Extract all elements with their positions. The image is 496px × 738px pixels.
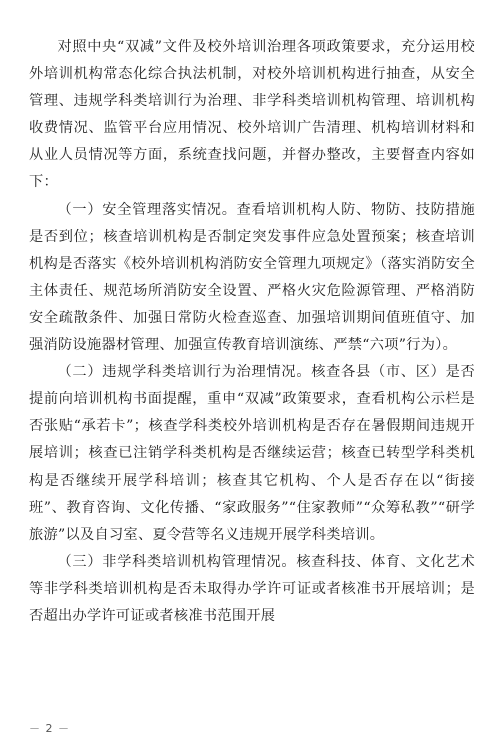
paragraph-non-subject-training-management: （三）非学科类培训机构管理情况。核查科技、体育、文化艺术等非学科类培训机构是否未取得办学许可证或者核准书开展培训；是否超出办学许可证或者核准书范围开展 [29,553,475,624]
paragraph-subject-training-governance: （二）违规学科类培训行为治理情况。核查各县（市、区）是否提前向培训机构书面提醒，重申“双减”政策要求，查看机构公示栏是否张贴“承若卡”；核查学科类校外培训机构是否存在暑假期间违规开展培训；核查已注销学科类机构是否继续运营；核查已转型学科类机构是否继续开展学科培训；核查其它机构、个人是否存在以“街接班”、教育咨询、文化传播、“家政服务”“住家教师”“众筹私教”“研学旅游”以及自习室、夏令营等名义违规开展学科类培训。 [29,364,475,543]
paragraph-intro: 对照中央“双减”文件及校外培训治理各项政策要求，充分运用校外培训机构常态化综合执法机制，对校外培训机构进行抽查，从安全管理、违规学科类培训行为治理、非学科类培训机构管理、培训机构收费情况、监管平台应用情况、校外培训广告清理、机构培训材料和从业人员情况等方面，系统查找问题，并督办整改，主要督查内容如下： [29,39,475,191]
document-body [29,34,475,630]
page-number: － 2 － [29,722,70,735]
paragraph-safety-management: （一）安全管理落实情况。查看培训机构人防、物防、技防措施是否到位；核查培训机构是否制定突发事件应急处置预案；核查培训机构是否落实《校外培训机构消防安全管理九项规定》（落实消防安全主体责任、规范场所消防安全设置、严格火灾危险源管理、严格消防安全疏散条件、加强日常防火检查巡查、加强培训期间值班值守、加强消防设施器材管理、加强宣传教育培训演练、严禁“六项”行为）。 [29,201,475,354]
